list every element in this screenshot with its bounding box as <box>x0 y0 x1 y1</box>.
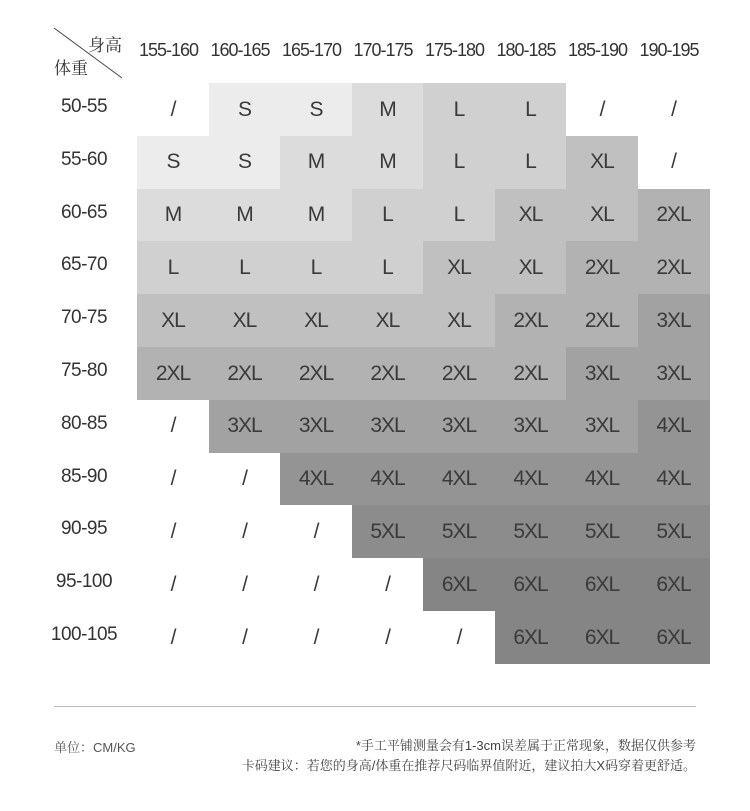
height-label: 身高 <box>88 36 122 55</box>
size-cell: XL <box>209 294 281 347</box>
size-cell: 3XL <box>423 400 495 453</box>
size-cell: 2XL <box>137 347 209 400</box>
size-cell: 2XL <box>495 294 567 347</box>
size-cell: 6XL <box>495 558 567 611</box>
measurement-note: *手工平铺测量会有1-3cm误差属于正常现象，数据仅供参考 <box>355 738 696 753</box>
size-cell: L <box>495 83 567 136</box>
size-cell: / <box>280 505 352 558</box>
size-cell: 5XL <box>352 505 424 558</box>
size-cell: 4XL <box>352 453 424 506</box>
size-cell: L <box>209 241 281 294</box>
size-cell: XL <box>566 189 638 242</box>
size-cell: XL <box>495 241 567 294</box>
size-cell: / <box>137 505 209 558</box>
size-cell: L <box>137 241 209 294</box>
size-cell: 4XL <box>638 400 710 453</box>
weight-row-header: 80-85 <box>60 412 108 434</box>
size-cell: / <box>638 136 710 189</box>
size-cell: S <box>137 136 209 189</box>
size-cell: 5XL <box>423 505 495 558</box>
size-cell: L <box>495 136 567 189</box>
size-cell: 4XL <box>495 453 567 506</box>
size-cell: / <box>280 558 352 611</box>
size-cell: 6XL <box>566 558 638 611</box>
size-cell: S <box>209 136 281 189</box>
size-cell: 2XL <box>209 347 281 400</box>
height-column-header: 170-175 <box>353 40 413 60</box>
size-cell: XL <box>423 241 495 294</box>
size-cell: 3XL <box>352 400 424 453</box>
size-cell: L <box>423 83 495 136</box>
size-cell: M <box>137 189 209 242</box>
size-cell: 2XL <box>423 347 495 400</box>
size-advice-note: 卡码建议：若您的身高/体重在推荐尺码临界值附近，建议拍大X码穿着更舒适。 <box>241 758 696 773</box>
weight-row-header: 55-60 <box>60 148 108 170</box>
size-cell: M <box>352 136 424 189</box>
size-cell: / <box>137 83 209 136</box>
size-cell: 3XL <box>566 347 638 400</box>
size-cell: XL <box>495 189 567 242</box>
size-cell: M <box>280 189 352 242</box>
size-cell: 5XL <box>566 505 638 558</box>
size-cell: XL <box>280 294 352 347</box>
height-column-header: 155-160 <box>138 40 199 60</box>
size-cell: / <box>137 400 209 453</box>
size-cell: 2XL <box>352 347 424 400</box>
size-cell: XL <box>352 294 424 347</box>
header-corner <box>52 28 124 80</box>
weight-label: 体重 <box>54 59 88 78</box>
size-cell: / <box>137 611 209 664</box>
size-cell: 2XL <box>566 241 638 294</box>
weight-row-header: 65-70 <box>60 254 108 276</box>
size-cell: 3XL <box>495 400 567 453</box>
size-cell: L <box>352 189 424 242</box>
weight-row-header: 70-75 <box>60 307 108 329</box>
size-cell: / <box>423 611 495 664</box>
weight-row-header: 75-80 <box>60 360 108 381</box>
size-cell: 3XL <box>566 400 638 453</box>
size-cell: 6XL <box>566 611 638 664</box>
size-cell: 6XL <box>423 558 495 611</box>
size-cell: 3XL <box>280 400 352 453</box>
size-cell: 6XL <box>638 611 710 664</box>
weight-row-header: 95-100 <box>55 571 113 593</box>
unit-label: 单位：CM/KG <box>54 740 136 755</box>
size-cell: S <box>280 83 352 136</box>
weight-row-header: 50-55 <box>60 96 108 117</box>
size-cell: 2XL <box>495 347 567 400</box>
size-cell: L <box>423 189 495 242</box>
size-cell: 4XL <box>566 453 638 506</box>
size-cell: 2XL <box>280 347 352 400</box>
size-cell: / <box>209 558 281 611</box>
size-cell: S <box>209 83 281 136</box>
size-cell: / <box>638 83 710 136</box>
size-cell: / <box>209 505 281 558</box>
size-cell: / <box>352 558 424 611</box>
weight-row-header: 100-105 <box>50 624 118 645</box>
size-cell: / <box>209 453 281 506</box>
size-cell: / <box>137 453 209 506</box>
size-cell: 2XL <box>638 189 710 242</box>
size-cell: 2XL <box>638 241 710 294</box>
size-cell: / <box>209 611 281 664</box>
size-cell: 4XL <box>638 453 710 506</box>
size-cell: M <box>352 83 424 136</box>
size-cell: 3XL <box>638 347 710 400</box>
height-column-header: 180-185 <box>496 40 556 60</box>
height-column-header: 160-165 <box>210 40 270 60</box>
size-cell: / <box>352 611 424 664</box>
size-cell: 2XL <box>566 294 638 347</box>
size-cell: / <box>280 611 352 664</box>
weight-row-header: 60-65 <box>60 201 108 223</box>
size-cell: 3XL <box>209 400 281 453</box>
size-cell: 6XL <box>495 611 567 664</box>
size-cell: L <box>280 241 352 294</box>
size-cell: M <box>280 136 352 189</box>
weight-row-header: 85-90 <box>60 465 108 487</box>
size-cell: M <box>209 189 281 242</box>
size-cell: 5XL <box>495 505 567 558</box>
size-cell: XL <box>137 294 209 347</box>
height-column-header: 165-170 <box>281 40 342 60</box>
size-cell: XL <box>423 294 495 347</box>
size-cell: / <box>137 558 209 611</box>
height-column-header: 190-195 <box>639 40 699 60</box>
size-cell: 3XL <box>638 294 710 347</box>
size-cell: 4XL <box>423 453 495 506</box>
size-cell: L <box>423 136 495 189</box>
height-column-header: 175-180 <box>424 40 485 60</box>
size-cell: / <box>566 83 638 136</box>
height-column-header: 185-190 <box>567 40 628 60</box>
size-cell: 4XL <box>280 453 352 506</box>
size-cell: 5XL <box>638 505 710 558</box>
weight-row-header: 90-95 <box>60 518 108 540</box>
size-cell: 6XL <box>638 558 710 611</box>
footer-divider <box>54 706 696 707</box>
size-cell: L <box>352 241 424 294</box>
size-cell: XL <box>566 136 638 189</box>
